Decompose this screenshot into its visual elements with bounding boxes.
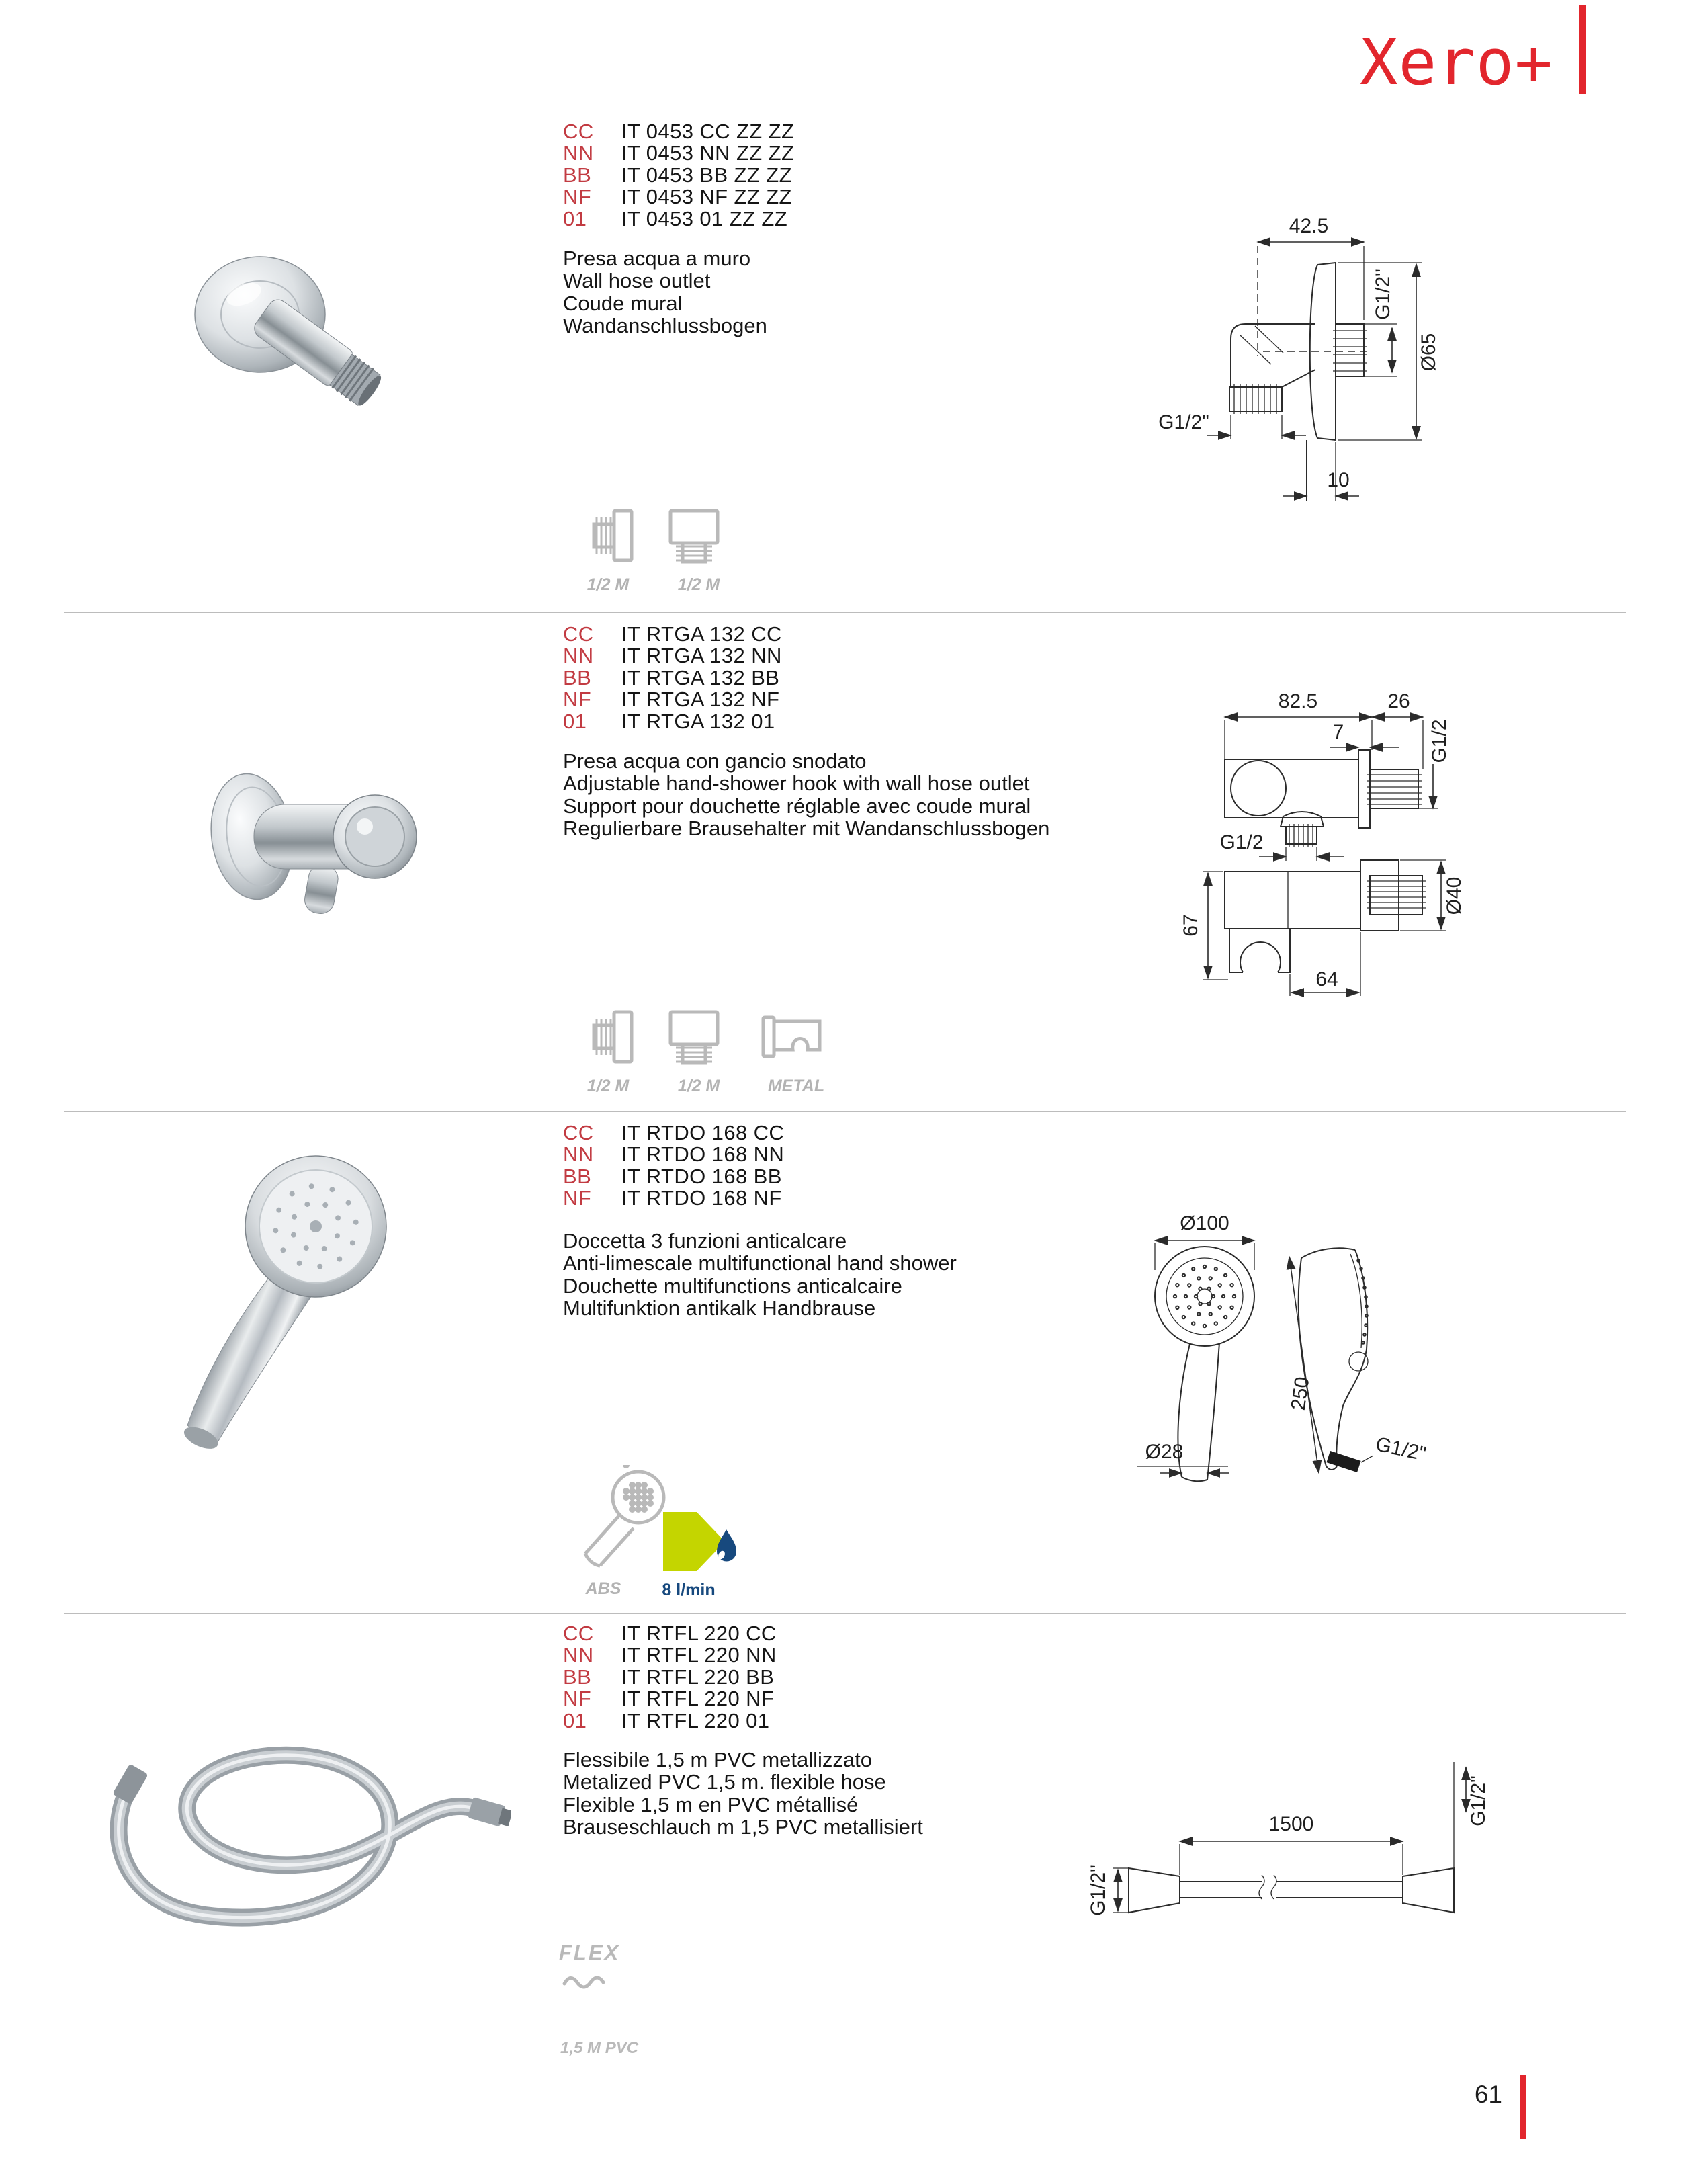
dim-label: G1/2 xyxy=(1219,831,1264,853)
description-line-de: Regulierbare Brausehalter mit Wandanschlussbogen xyxy=(563,816,1050,841)
code-row xyxy=(563,624,782,645)
badge-label: 1/2 M xyxy=(677,1077,720,1095)
finish-code: NF xyxy=(563,1687,592,1711)
dim-label: Ø100 xyxy=(1180,1212,1229,1234)
dim-label: 26 xyxy=(1387,690,1410,712)
brand-logo: Xero+ xyxy=(1360,26,1553,99)
sku-code: IT RTFL 220 NF xyxy=(621,1687,775,1711)
code-row xyxy=(563,1166,784,1187)
badge-label: 1/2 M xyxy=(587,575,630,594)
finish-code: NF xyxy=(563,1186,592,1210)
code-row xyxy=(563,1187,784,1209)
sku-code: IT RTDO 168 NN xyxy=(621,1142,785,1167)
description-line-fr: Flexible 1,5 m en PVC métallisé xyxy=(563,1792,859,1816)
male-thread-side-icon xyxy=(579,505,640,566)
metal-hook-icon xyxy=(758,1007,825,1067)
badge-label: METAL xyxy=(767,1077,825,1095)
section-divider xyxy=(64,1613,1626,1614)
product-codes xyxy=(563,1623,777,1732)
sku-code: IT RTGA 132 01 xyxy=(621,709,775,733)
flex-wave-icon xyxy=(560,1970,614,1994)
finish-code: BB xyxy=(563,665,592,689)
sku-code: IT RTDO 168 BB xyxy=(621,1164,782,1188)
dim-label: 42.5 xyxy=(1289,215,1329,237)
dim-label: 7 xyxy=(1332,721,1344,743)
flex-badge-label: FLEX xyxy=(559,1941,621,1964)
description-line-de: Multifunktion antikalk Handbrause xyxy=(563,1296,876,1320)
product-photo-hand-shower xyxy=(181,1139,417,1495)
finish-code: BB xyxy=(563,1665,592,1689)
dim-label: G1/2" xyxy=(1087,1865,1109,1916)
technical-drawing-hook-outlet xyxy=(1135,662,1481,998)
finish-code: NN xyxy=(563,1643,594,1667)
dim-label: G1/2" xyxy=(1372,269,1394,320)
dim-label: Ø40 xyxy=(1443,876,1465,915)
description-line-en: Wall hose outlet xyxy=(563,269,711,293)
sku-code: IT RTGA 132 BB xyxy=(621,665,780,689)
hose-length-label: 1,5 M PVC xyxy=(560,2039,639,2057)
finish-code: CC xyxy=(563,1121,594,1144)
finish-code: BB xyxy=(563,1164,592,1188)
sku-code: IT 0453 BB ZZ ZZ xyxy=(621,163,792,187)
description-line-en: Adjustable hand-shower hook with wall hose outlet xyxy=(563,771,1030,796)
finish-code: CC xyxy=(563,1622,594,1645)
sku-code: IT 0453 NN ZZ ZZ xyxy=(621,141,795,165)
male-thread-bottom-icon xyxy=(664,1007,724,1067)
technical-drawing-hand-shower xyxy=(1095,1163,1471,1499)
description-line-it: Presa acqua a muro xyxy=(563,247,751,270)
badge-label: ABS xyxy=(585,1579,621,1598)
sku-code: IT RTFL 220 BB xyxy=(621,1665,775,1689)
code-row xyxy=(563,165,794,186)
finish-code: NN xyxy=(563,141,594,165)
product-codes xyxy=(563,624,782,732)
finish-code: NN xyxy=(563,1142,594,1167)
dim-label: 82.5 xyxy=(1278,690,1318,712)
description-line-fr: Support pour douchette réglable avec coude mural xyxy=(563,794,1031,818)
code-row xyxy=(563,142,794,164)
code-row xyxy=(563,645,782,667)
finish-code: 01 xyxy=(563,1708,587,1732)
sku-code: IT 0453 CC ZZ ZZ xyxy=(621,120,795,143)
product-description xyxy=(563,1230,957,1320)
male-thread-side-icon xyxy=(579,1007,640,1067)
dim-label: Ø28 xyxy=(1145,1441,1184,1463)
section-divider xyxy=(64,1111,1626,1112)
product-photo-hook-outlet xyxy=(202,736,430,937)
code-row xyxy=(563,667,782,689)
page-number: 61 xyxy=(1474,2081,1502,2108)
finish-code: BB xyxy=(563,163,592,187)
abs-handshower-icon xyxy=(574,1465,675,1572)
sku-code: IT RTFL 220 NN xyxy=(621,1643,777,1667)
code-row xyxy=(563,1667,777,1688)
product-description xyxy=(563,1749,923,1839)
sku-code: IT RTFL 220 CC xyxy=(621,1622,777,1645)
male-thread-bottom-icon xyxy=(664,505,724,566)
product-description xyxy=(563,750,1049,840)
dim-label: G1/2" xyxy=(1158,411,1209,433)
sku-code: IT RTGA 132 NF xyxy=(621,687,780,712)
dim-label: G1/2" xyxy=(1373,1433,1428,1466)
code-row xyxy=(563,1710,777,1732)
product-codes xyxy=(563,1122,784,1210)
badge-label: 1/2 M xyxy=(677,575,720,594)
description-line-fr: Coude mural xyxy=(563,291,683,315)
dim-label: 64 xyxy=(1315,968,1338,991)
dim-label: 250 xyxy=(1287,1375,1314,1412)
dim-label: G1/2" xyxy=(1467,1775,1489,1826)
description-line-fr: Douchette multifunctions anticalcaire xyxy=(563,1273,902,1298)
sku-code: IT 0453 NF ZZ ZZ xyxy=(621,185,792,209)
dim-label: 10 xyxy=(1327,469,1350,491)
sku-code: IT RTDO 168 NF xyxy=(621,1186,782,1210)
product-photo-wall-outlet xyxy=(191,235,400,477)
code-row xyxy=(563,1623,777,1644)
code-row xyxy=(563,711,782,732)
description-line-it: Doccetta 3 funzioni anticalcare xyxy=(563,1229,847,1253)
code-row xyxy=(563,1644,777,1666)
code-row xyxy=(563,121,794,142)
code-row xyxy=(563,1122,784,1144)
finish-code: NN xyxy=(563,644,594,668)
sku-code: IT RTGA 132 NN xyxy=(621,644,782,668)
finish-code: 01 xyxy=(563,206,587,230)
finish-code: NF xyxy=(563,687,592,712)
sku-code: IT RTFL 220 01 xyxy=(621,1708,770,1732)
description-line-it: Flessibile 1,5 m PVC metallizzato xyxy=(563,1748,872,1771)
description-line-it: Presa acqua con gancio snodato xyxy=(563,749,867,773)
header-accent-bar xyxy=(1579,5,1586,94)
section-divider xyxy=(64,612,1626,613)
technical-drawing-flexible-hose xyxy=(1048,1720,1505,1929)
dim-label: G1/2 xyxy=(1428,719,1450,763)
product-codes xyxy=(563,121,794,230)
water-flow-icon xyxy=(662,1507,739,1577)
footer-accent-bar xyxy=(1520,2075,1526,2139)
flow-rate-label: 8 l/min xyxy=(662,1581,716,1599)
description-line-de: Brauseschlauch m 1,5 PVC metallisiert xyxy=(563,1815,923,1839)
description-line-en: Metalized PVC 1,5 m. flexible hose xyxy=(563,1770,886,1794)
technical-drawing-wall-outlet xyxy=(1102,188,1478,517)
product-photo-flexible-hose xyxy=(74,1683,511,1966)
code-row xyxy=(563,186,794,208)
finish-code: CC xyxy=(563,622,594,646)
code-row xyxy=(563,208,794,230)
sku-code: IT RTDO 168 CC xyxy=(621,1121,785,1144)
finish-code: NF xyxy=(563,185,592,209)
dim-label: Ø65 xyxy=(1418,333,1440,372)
code-row xyxy=(563,1144,784,1165)
description-line-en: Anti-limescale multifunctional hand shower xyxy=(563,1251,957,1275)
badge-label: 1/2 M xyxy=(587,1077,630,1095)
sku-code: IT 0453 01 ZZ ZZ xyxy=(621,206,788,230)
sku-code: IT RTGA 132 CC xyxy=(621,622,782,646)
code-row xyxy=(563,1688,777,1710)
finish-code: CC xyxy=(563,120,594,143)
code-row xyxy=(563,689,782,710)
product-description xyxy=(563,247,767,337)
dim-label: 67 xyxy=(1180,914,1202,937)
dim-label: 1500 xyxy=(1268,1813,1314,1835)
finish-code: 01 xyxy=(563,709,587,733)
description-line-de: Wandanschlussbogen xyxy=(563,314,767,338)
